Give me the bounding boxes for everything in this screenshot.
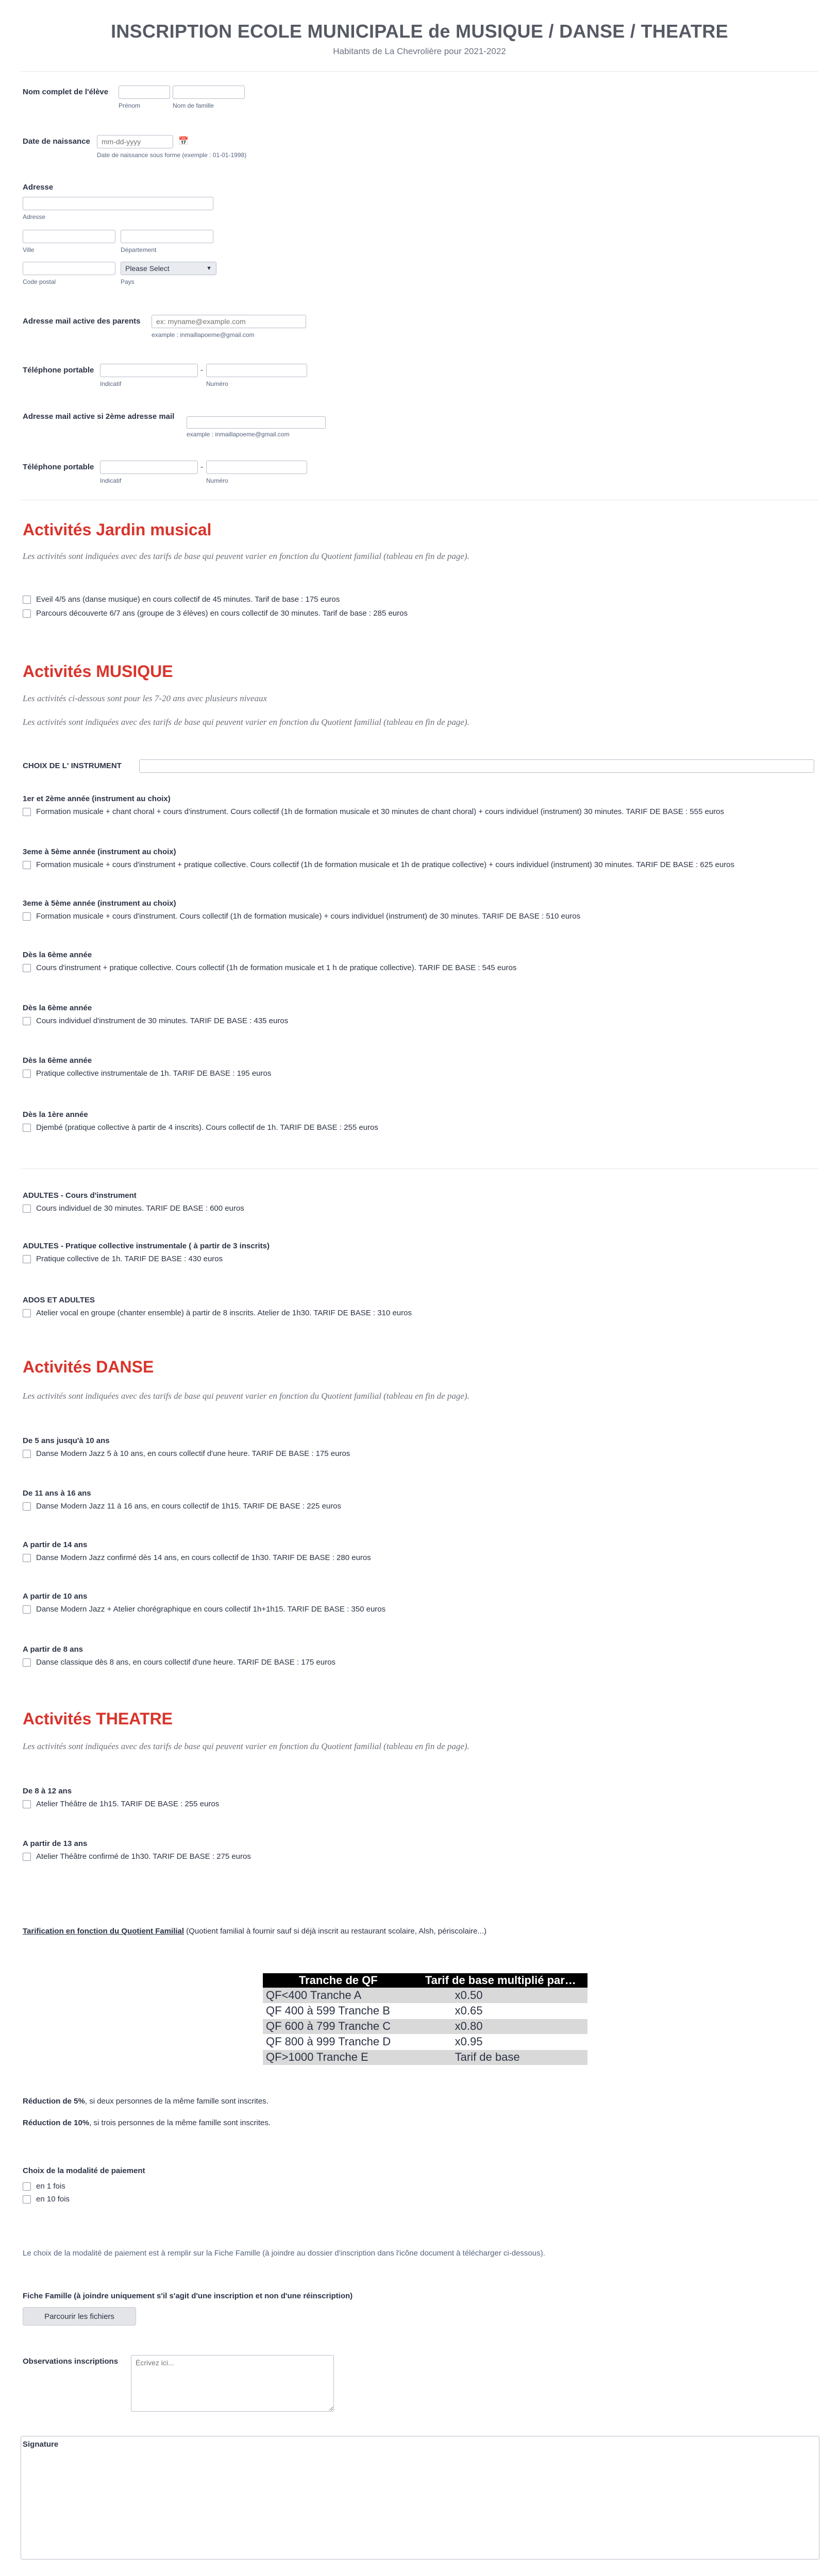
jardin-option-parcours[interactable] (23, 609, 408, 618)
option-label: Cours d'instrument + pratique collective. Cours collectif (1h de formation musicale et 1 h de pratique collective). TARIF DE BASE : 545 euros (36, 963, 517, 972)
adult-group-head: ADULTES - Cours d'instrument (23, 1191, 137, 1200)
form-title: INSCRIPTION ECOLE MUNICIPALE de MUSIQUE / DANSE / THEATRE (111, 21, 728, 42)
option-label: Danse Modern Jazz 11 à 16 ans, en cours collectif de 1h15. TARIF DE BASE : 225 euros (36, 1502, 341, 1511)
qf-row (263, 2003, 588, 2019)
danse-option[interactable] (23, 1605, 385, 1614)
fiche-famille-label: Fiche Famille (à joindre uniquement s'il s'agit d'une inscription et non d'une réinscription) (23, 2292, 353, 2300)
checkbox[interactable] (23, 1070, 31, 1078)
second-email-hint: example : inmaillapoeme@gmail.com (187, 431, 290, 438)
option-label: Eveil 4/5 ans (danse musique) en cours collectif de 45 minutes. Tarif de base : 175 euros (36, 595, 340, 604)
checkbox[interactable] (23, 1309, 31, 1317)
birthdate-input[interactable] (97, 135, 173, 148)
option-label: Atelier Théâtre confirmé de 1h30. TARIF DE BASE : 275 euros (36, 1852, 251, 1861)
checkbox[interactable] (23, 1255, 31, 1263)
qf-cell: x0.65 (414, 2003, 588, 2019)
city-input[interactable] (23, 230, 115, 243)
theatre-group-head: A partir de 13 ans (23, 1839, 88, 1848)
zip-input[interactable] (23, 262, 115, 275)
checkbox[interactable] (23, 912, 31, 921)
danse-group-head: A partir de 14 ans (23, 1540, 88, 1549)
option-label: Danse classique dès 8 ans, en cours collectif d'une heure. TARIF DE BASE : 175 euros (36, 1658, 335, 1667)
qf-col-header: Tarif de base multiplié par… (414, 1973, 588, 1988)
option-label: Danse Modern Jazz confirmé dès 14 ans, en cours collectif de 1h30. TARIF DE BASE : 280 euros (36, 1553, 371, 1562)
student-name-label: Nom complet de l'élève (23, 88, 109, 96)
phone2-dash: - (200, 463, 203, 471)
department-sublabel: Département (121, 246, 157, 253)
parents-email-label: Adresse mail active des parents (23, 317, 141, 326)
musique-option[interactable] (23, 1123, 378, 1132)
adult-option[interactable] (23, 1309, 412, 1317)
danse-group-head: A partir de 8 ans (23, 1645, 83, 1654)
checkbox[interactable] (23, 2182, 31, 2191)
option-label: en 1 fois (36, 2182, 65, 2191)
signature-label: Signature (23, 2440, 59, 2449)
option-label: Djembé (pratique collective à partir de 4 inscrits). Cours collectif de 1h. TARIF DE BASE : 255 euros (36, 1123, 378, 1132)
option-label: Atelier vocal en groupe (chanter ensemble) à partir de 8 inscrits. Atelier de 1h30. TARIF DE BASE : 310 euros (36, 1309, 412, 1317)
qf-cell: x0.50 (414, 1988, 588, 2003)
theatre-option[interactable] (23, 1800, 219, 1808)
musique-option[interactable] (23, 963, 516, 972)
option-label: Cours individuel de 30 minutes. TARIF DE BASE : 600 euros (36, 1204, 244, 1213)
musique-option[interactable] (23, 912, 580, 921)
musique-group-head: 3eme à 5ème année (instrument au choix) (23, 899, 176, 908)
birthdate-label: Date de naissance (23, 137, 90, 146)
qf-cell: x0.95 (414, 2034, 588, 2049)
city-sublabel: Ville (23, 246, 35, 253)
option-label: Atelier Théâtre de 1h15. TARIF DE BASE : 255 euros (36, 1800, 220, 1808)
checkbox[interactable] (23, 1658, 31, 1667)
musique-section-title: Activités MUSIQUE (23, 662, 173, 681)
phone2-number-sublabel: Numéro (206, 477, 228, 484)
payment-option-1x[interactable] (23, 2182, 65, 2191)
musique-note-age: Les activités ci-dessous sont pour les 7-20 ans avec plusieurs niveaux (23, 693, 267, 703)
theatre-note: Les activités sont indiquées avec des tarifs de base qui peuvent varier en fonction du Quotient familial (tableau en fin de page). (23, 1741, 469, 1751)
last-name-input[interactable] (173, 86, 245, 99)
instrument-input[interactable] (139, 759, 814, 773)
checkbox[interactable] (23, 596, 31, 604)
reduction-10 (23, 2119, 271, 2127)
option-label: Danse Modern Jazz + Atelier chorégraphique en cours collectif 1h+1h15. TARIF DE BASE : 350 euros (36, 1605, 386, 1614)
danse-option[interactable] (23, 1553, 371, 1562)
musique-group-head: Dès la 6ème année (23, 1004, 92, 1012)
qf-row (263, 2049, 588, 2065)
checkbox[interactable] (23, 1800, 31, 1808)
qf-cell: x0.80 (414, 2019, 588, 2034)
musique-option[interactable] (23, 1016, 288, 1025)
qf-col-header: Tranche de QF (263, 1973, 414, 1988)
danse-option[interactable] (23, 1502, 341, 1511)
option-label: Danse Modern Jazz 5 à 10 ans, en cours collectif d'une heure. TARIF DE BASE : 175 euros (36, 1449, 350, 1458)
qf-table (263, 1973, 588, 2065)
musique-group-head: 3eme à 5ème année (instrument au choix) (23, 848, 176, 856)
country-select[interactable] (121, 262, 216, 275)
danse-section-title: Activités DANSE (23, 1358, 154, 1376)
danse-group-head: De 5 ans jusqu'à 10 ans (23, 1436, 110, 1445)
second-email-label: Adresse mail active si 2ème adresse mail (23, 412, 175, 421)
instrument-choice-label: CHOIX DE L' INSTRUMENT (23, 761, 122, 770)
musique-option[interactable] (23, 1069, 271, 1078)
musique-group-head: Dès la 6ème année (23, 951, 92, 959)
payment-option-10x[interactable] (23, 2195, 70, 2204)
musique-group-head: Dès la 1ère année (23, 1110, 88, 1119)
reduction-10-text: , si trois personnes de la même famille sont inscrites. (89, 2119, 271, 2127)
qf-cell: QF 400 à 599 Tranche B (263, 2003, 414, 2019)
phone-number-sublabel: Numéro (206, 380, 228, 387)
zip-sublabel: Code postal (23, 278, 56, 285)
qf-cell: QF 800 à 999 Tranche D (263, 2034, 414, 2049)
qf-table-wrapper (263, 1973, 588, 2065)
danse-group-head: A partir de 10 ans (23, 1592, 88, 1601)
adult-option[interactable] (23, 1255, 223, 1263)
adult-option[interactable] (23, 1204, 244, 1213)
option-label: Cours individuel d'instrument de 30 minutes. TARIF DE BASE : 435 euros (36, 1016, 289, 1025)
observations-label: Observations inscriptions (23, 2357, 119, 2366)
address-label: Adresse (23, 183, 54, 192)
phone-dash: - (200, 366, 203, 375)
option-label: Formation musicale + cours d'instrument. Cours collectif (1h de formation musicale) + cours individuel (instrument) de 30 minutes. TARIF DE BASE : 510 euros (36, 912, 581, 921)
phone2-number-input[interactable] (206, 461, 307, 474)
musique-group-head: Dès la 6ème année (23, 1056, 92, 1065)
divider (21, 71, 818, 72)
reduction-5-text: , si deux personnes de la même famille sont inscrites. (85, 2097, 269, 2106)
tarification-note: (Quotient familial à fournir sauf si déjà inscrit au restaurant scolaire, Alsh, périscolaire...) (186, 1927, 486, 1936)
checkbox[interactable] (23, 808, 31, 816)
danse-note: Les activités sont indiquées avec des tarifs de base qui peuvent varier en fonction du Quotient familial (tableau en fin de page). (23, 1391, 469, 1401)
checkbox[interactable] (23, 1124, 31, 1132)
adult-group-head: ADOS ET ADULTES (23, 1296, 95, 1304)
qf-row (263, 1988, 588, 2003)
jardin-note: Les activités sont indiquées avec des tarifs de base qui peuvent varier en fonction du Quotient familial (tableau en fin de page). (23, 551, 469, 561)
option-label: Pratique collective de 1h. TARIF DE BASE : 430 euros (36, 1255, 223, 1263)
option-label: Formation musicale + chant choral + cours d'instrument. Cours collectif (1h de formation musicale et 30 minutes de chant choral) + cours individuel (instrument) 30 minutes. TARIF DE BASE : 555 euros (36, 807, 724, 816)
qf-cell: QF<400 Tranche A (263, 1988, 414, 2003)
form-header (0, 21, 839, 57)
checkbox[interactable] (23, 609, 31, 618)
checkbox[interactable] (23, 1205, 31, 1213)
checkbox[interactable] (23, 1017, 31, 1025)
department-input[interactable] (121, 230, 213, 243)
phone-label: Téléphone portable (23, 366, 94, 375)
theatre-group-head: De 8 à 12 ans (23, 1787, 72, 1795)
divider (21, 1168, 818, 1169)
musique-note-tarif: Les activités sont indiquées avec des tarifs de base qui peuvent varier en fonction du Quotient familial (tableau en fin de page). (23, 717, 469, 727)
qf-cell: Tarif de base (414, 2049, 588, 2065)
reduction-5-bold: Réduction de 5% (23, 2097, 85, 2106)
jardin-section-title: Activités Jardin musical (23, 520, 212, 539)
checkbox[interactable] (23, 2195, 31, 2204)
reduction-10-bold: Réduction de 10% (23, 2119, 90, 2127)
browse-files-button[interactable]: Parcourir les fichiers (23, 2307, 136, 2326)
chevron-down-icon: ▼ (206, 265, 212, 272)
second-email-input[interactable] (187, 416, 326, 429)
option-label: en 10 fois (36, 2195, 70, 2204)
adult-group-head: ADULTES - Pratique collective instrumentale ( à partir de 3 inscrits) (23, 1242, 270, 1250)
phone2-indicatif-sublabel: Indicatif (100, 477, 122, 484)
checkbox[interactable] (23, 861, 31, 869)
checkbox[interactable] (23, 1554, 31, 1562)
checkbox[interactable] (23, 1853, 31, 1861)
theatre-section-title: Activités THEATRE (23, 1709, 173, 1728)
musique-group-head: 1er et 2ème année (instrument au choix) (23, 794, 171, 803)
option-label: Formation musicale + cours d'instrument + pratique collective. Cours collectif (1h de formation musicale et 1h de pratique collective) + cours individuel (instrument) 30 minutes. TARIF DE BASE : 625 euros (36, 860, 735, 869)
checkbox[interactable] (23, 1450, 31, 1458)
tarification-heading (23, 1927, 486, 1936)
phone-indicatif-sublabel: Indicatif (100, 380, 122, 387)
danse-option[interactable] (23, 1658, 335, 1667)
qf-cell: QF 600 à 799 Tranche C (263, 2019, 414, 2034)
qf-row (263, 2019, 588, 2034)
form-subtitle: Habitants de La Chevrolière pour 2021-2022 (333, 46, 506, 56)
checkbox[interactable] (23, 1502, 31, 1511)
country-sublabel: Pays (121, 278, 135, 285)
musique-option[interactable] (23, 860, 734, 869)
phone-number-input[interactable] (206, 364, 307, 377)
parents-email-hint: example : inmaillapoeme@gmail.com (152, 331, 255, 338)
birthdate-hint: Date de naissance sous forme (exemple : 01-01-1998) (97, 151, 247, 159)
jardin-option-eveil[interactable] (23, 595, 340, 604)
first-name-sublabel: Prénom (119, 102, 141, 109)
phone-indicatif-input[interactable] (100, 364, 198, 377)
street-input[interactable] (23, 197, 213, 210)
phone2-indicatif-input[interactable] (100, 461, 198, 474)
signature-pad[interactable] (21, 2436, 819, 2560)
street-sublabel: Adresse (23, 213, 46, 221)
country-select-value: Please Select (125, 264, 170, 273)
observations-textarea[interactable] (131, 2355, 334, 2412)
checkbox[interactable] (23, 1605, 31, 1614)
danse-option[interactable] (23, 1449, 350, 1458)
checkbox[interactable] (23, 964, 31, 972)
option-label: Pratique collective instrumentale de 1h. TARIF DE BASE : 195 euros (36, 1069, 272, 1078)
danse-group-head: De 11 ans à 16 ans (23, 1489, 91, 1498)
qf-cell: QF>1000 Tranche E (263, 2049, 414, 2065)
theatre-option[interactable] (23, 1852, 251, 1861)
qf-table-header (263, 1973, 588, 1988)
reduction-5 (23, 2097, 269, 2106)
payment-label: Choix de la modalité de paiement (23, 2166, 145, 2175)
musique-option[interactable] (23, 807, 724, 816)
calendar-icon[interactable]: 📅 (178, 137, 189, 146)
tarification-title: Tarification en fonction du Quotient Familial (23, 1927, 184, 1936)
qf-row (263, 2034, 588, 2049)
first-name-input[interactable] (119, 86, 170, 99)
phone2-label: Téléphone portable (23, 463, 94, 471)
option-label: Parcours découverte 6/7 ans (groupe de 3 élèves) en cours collectif de 30 minutes. Tarif de base : 285 euros (36, 609, 408, 618)
last-name-sublabel: Nom de famille (173, 102, 214, 109)
payment-note: Le choix de la modalité de paiement est à remplir sur la Fiche Famille (à joindre au dossier d'inscription dans l'icône document à télécharger ci-dessous). (23, 2249, 545, 2258)
parents-email-input[interactable] (152, 315, 306, 328)
